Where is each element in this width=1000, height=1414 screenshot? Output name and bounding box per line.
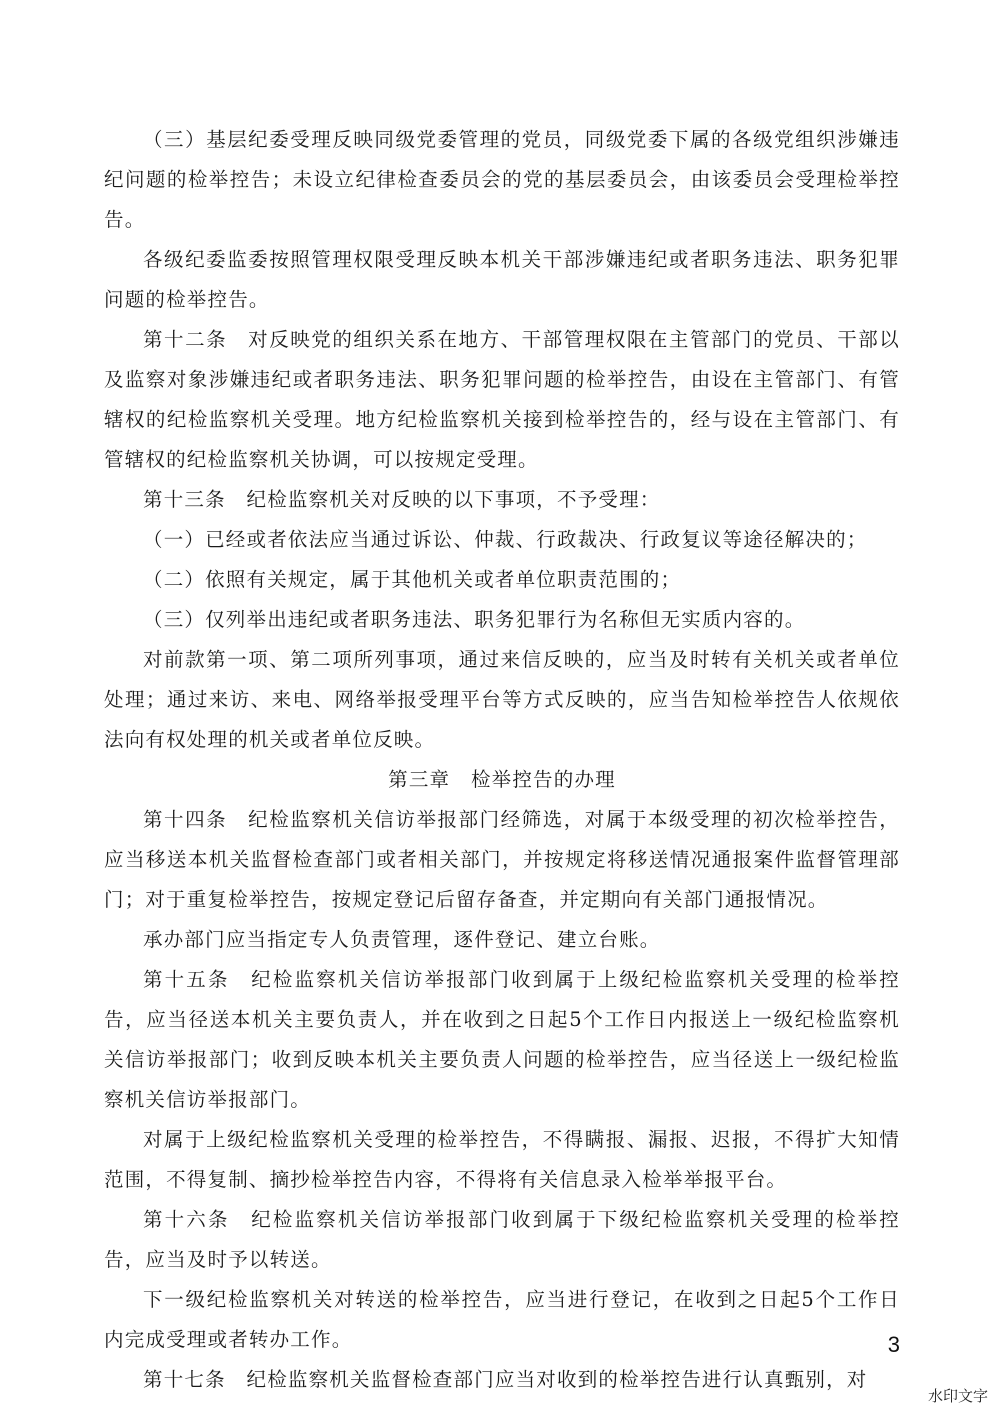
watermark-text: 水印文字 bbox=[927, 1387, 988, 1405]
document-body bbox=[104, 120, 900, 1400]
list-item: （二）依照有关规定，属于其他机关或者单位职责范围的； bbox=[143, 568, 682, 591]
paragraph: 对前款第一项、第二项所列事项，通过来信反映的，应当及时转有关机关或者单位处理；通过来访、来电、网络举报受理平台等方式反映的，应当告知检举控告人依规依法向有权处理的机关或者单位反映。 bbox=[104, 648, 900, 751]
page-number: 3 bbox=[887, 1332, 900, 1357]
paragraph: 下一级纪检监察机关对转送的检举控告，应当进行登记，在收到之日起5个工作日内完成受理或者转办工作。 bbox=[104, 1288, 900, 1351]
paragraph-article-12: 第十二条 对反映党的组织关系在地方、干部管理权限在主管部门的党员、干部以及监察对象涉嫌违纪或者职务违法、职务犯罪问题的检举控告，由设在主管部门、有管辖权的纪检监察机关受理。地方纪检监察机关接到检举控告的，经与设在主管部门、有管辖权的纪检监察机关协调，可以按规定受理。 bbox=[104, 328, 900, 471]
paragraph: 承办部门应当指定专人负责管理，逐件登记、建立台账。 bbox=[143, 928, 661, 951]
paragraph-article-13: 第十三条 纪检监察机关对反映的以下事项，不予受理： bbox=[143, 488, 661, 511]
paragraph: 各级纪委监委按照管理权限受理反映本机关干部涉嫌违纪或者职务违法、职务犯罪问题的检举控告。 bbox=[104, 248, 900, 311]
paragraph-article-15: 第十五条 纪检监察机关信访举报部门收到属于上级纪检监察机关受理的检举控告，应当径送本机关主要负责人，并在收到之日起5个工作日内报送上一级纪检监察机关信访举报部门；收到反映本机关主要负责人问题的检举控告，应当径送上一级纪检监察机关信访举报部门。 bbox=[104, 968, 900, 1111]
list-item: （三）仅列举出违纪或者职务违法、职务犯罪行为名称但无实质内容的。 bbox=[143, 608, 806, 631]
paragraph-article-14: 第十四条 纪检监察机关信访举报部门经筛选，对属于本级受理的初次检举控告，应当移送本机关监督检查部门或者相关部门，并按规定将移送情况通报案件监督管理部门；对于重复检举控告，按规定登记后留存备查，并定期向有关部门通报情况。 bbox=[104, 808, 900, 911]
chapter-heading: 第三章 检举控告的办理 bbox=[388, 768, 616, 791]
list-item: （一）已经或者依法应当通过诉讼、仲裁、行政裁决、行政复议等途径解决的； bbox=[143, 528, 868, 551]
paragraph: （三）基层纪委受理反映同级党委管理的党员，同级党委下属的各级党组织涉嫌违纪问题的检举控告；未设立纪律检查委员会的党的基层委员会，由该委员会受理检举控告。 bbox=[104, 128, 900, 231]
paragraph-article-16: 第十六条 纪检监察机关信访举报部门收到属于下级纪检监察机关受理的检举控告，应当及时予以转送。 bbox=[104, 1208, 900, 1271]
paragraph-article-17: 第十七条 纪检监察机关监督检查部门应当对收到的检举控告进行认真甄别，对 bbox=[143, 1368, 868, 1391]
paragraph: 对属于上级纪检监察机关受理的检举控告，不得瞒报、漏报、迟报，不得扩大知情范围，不得复制、摘抄检举控告内容，不得将有关信息录入检举举报平台。 bbox=[104, 1128, 900, 1191]
